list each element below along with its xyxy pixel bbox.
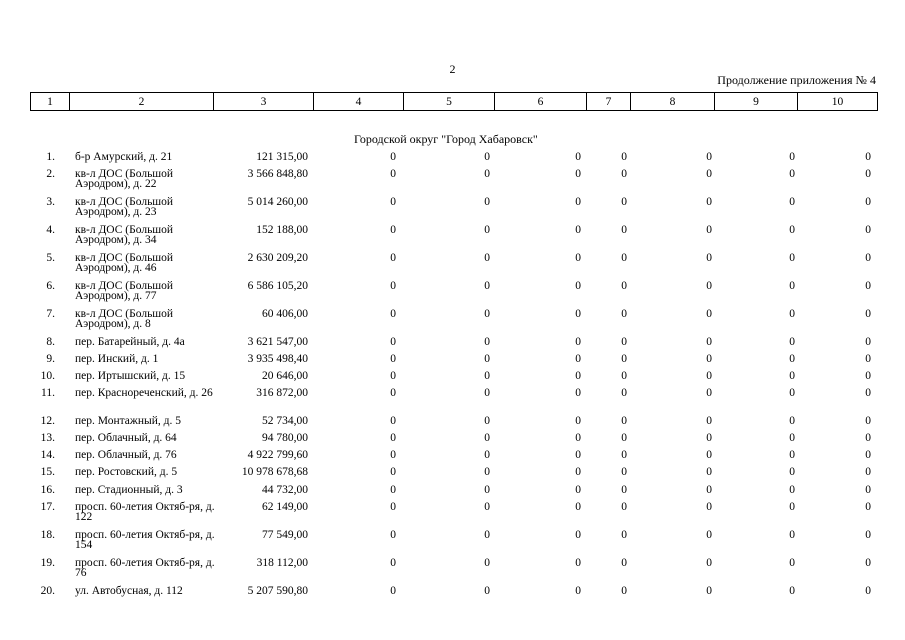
row-col-4: 0 [390, 370, 396, 382]
row-col-4: 0 [390, 196, 396, 208]
row-sum: 316 872,00 [256, 387, 308, 399]
row-col-8: 0 [706, 196, 712, 208]
row-col-8: 0 [706, 308, 712, 320]
row-col-10: 0 [865, 387, 871, 399]
row-col-9: 0 [789, 432, 795, 444]
row-col-7: 0 [621, 196, 627, 208]
row-col-7: 0 [621, 432, 627, 444]
row-col-7: 0 [621, 336, 627, 348]
row-number: 17. [40, 501, 55, 513]
row-sum: 77 549,00 [262, 529, 308, 541]
row-col-5: 0 [484, 557, 490, 569]
row-col-7: 0 [621, 484, 627, 496]
row-col-7: 0 [621, 353, 627, 365]
header-cell: 7 [587, 93, 631, 111]
row-number: 9. [46, 353, 55, 365]
row-number: 4. [46, 224, 55, 236]
row-col-6: 0 [575, 432, 581, 444]
row-col-5: 0 [484, 585, 490, 597]
row-sum: 5 014 260,00 [247, 196, 308, 208]
row-col-10: 0 [865, 168, 871, 180]
row-address: кв-л ДОС (Большой Аэродром), д. 34 [75, 224, 174, 246]
row-col-9: 0 [789, 557, 795, 569]
row-col-5: 0 [484, 151, 490, 163]
row-col-10: 0 [865, 280, 871, 292]
row-col-4: 0 [390, 387, 396, 399]
row-col-9: 0 [789, 336, 795, 348]
row-sum: 152 188,00 [256, 224, 308, 236]
row-col-10: 0 [865, 449, 871, 461]
row-col-4: 0 [390, 529, 396, 541]
row-sum: 3 935 498,40 [247, 353, 308, 365]
row-col-6: 0 [575, 501, 581, 513]
row-number: 14. [40, 449, 55, 461]
row-number: 10. [40, 370, 55, 382]
row-col-7: 0 [621, 308, 627, 320]
row-col-10: 0 [865, 432, 871, 444]
row-address: кв-л ДОС (Большой Аэродром), д. 22 [75, 168, 174, 190]
row-sum: 44 732,00 [262, 484, 308, 496]
row-col-6: 0 [575, 387, 581, 399]
row-address: пер. Краснореченский, д. 26 [75, 387, 213, 399]
row-col-8: 0 [706, 557, 712, 569]
row-address: пер. Стадионный, д. 3 [75, 484, 183, 496]
row-col-4: 0 [390, 151, 396, 163]
row-number: 16. [40, 484, 55, 496]
row-col-8: 0 [706, 336, 712, 348]
row-col-6: 0 [575, 336, 581, 348]
row-col-6: 0 [575, 353, 581, 365]
row-sum: 3 621 547,00 [247, 336, 308, 348]
row-col-8: 0 [706, 168, 712, 180]
row-address: просп. 60-летия Октяб-ря, д. 76 [75, 557, 215, 579]
row-col-6: 0 [575, 466, 581, 478]
row-col-4: 0 [390, 585, 396, 597]
row-sum: 62 149,00 [262, 501, 308, 513]
row-sum: 3 566 848,80 [247, 168, 308, 180]
row-col-8: 0 [706, 466, 712, 478]
row-col-9: 0 [789, 585, 795, 597]
row-number: 13. [40, 432, 55, 444]
row-col-8: 0 [706, 252, 712, 264]
section-title: Городской округ "Город Хабаровск" [354, 132, 538, 146]
row-col-7: 0 [621, 151, 627, 163]
row-number: 7. [46, 308, 55, 320]
row-col-8: 0 [706, 415, 712, 427]
row-col-8: 0 [706, 529, 712, 541]
row-col-7: 0 [621, 224, 627, 236]
row-address: кв-л ДОС (Большой Аэродром), д. 23 [75, 196, 174, 218]
row-col-8: 0 [706, 501, 712, 513]
row-col-7: 0 [621, 280, 627, 292]
row-col-6: 0 [575, 168, 581, 180]
row-col-6: 0 [575, 529, 581, 541]
row-col-8: 0 [706, 449, 712, 461]
row-sum: 6 586 105,20 [247, 280, 308, 292]
row-col-5: 0 [484, 336, 490, 348]
row-sum: 121 315,00 [256, 151, 308, 163]
row-sum: 318 112,00 [256, 557, 308, 569]
row-col-9: 0 [789, 308, 795, 320]
row-col-10: 0 [865, 308, 871, 320]
row-address: кв-л ДОС (Большой Аэродром), д. 8 [75, 308, 174, 330]
row-number: 18. [40, 529, 55, 541]
row-col-8: 0 [706, 151, 712, 163]
header-cell: 8 [631, 93, 715, 111]
row-col-5: 0 [484, 432, 490, 444]
row-number: 20. [40, 585, 55, 597]
row-col-6: 0 [575, 196, 581, 208]
row-sum: 60 406,00 [262, 308, 308, 320]
row-col-6: 0 [575, 585, 581, 597]
header-cell: 4 [314, 93, 404, 111]
row-col-9: 0 [789, 415, 795, 427]
row-address: пер. Инский, д. 1 [75, 353, 159, 365]
header-cell: 9 [715, 93, 798, 111]
row-col-6: 0 [575, 224, 581, 236]
row-col-9: 0 [789, 196, 795, 208]
row-col-10: 0 [865, 415, 871, 427]
header-cell: 3 [214, 93, 314, 111]
row-col-4: 0 [390, 353, 396, 365]
row-sum: 94 780,00 [262, 432, 308, 444]
header-cell: 6 [495, 93, 587, 111]
row-col-4: 0 [390, 224, 396, 236]
row-address: пер. Монтажный, д. 5 [75, 415, 181, 427]
row-col-6: 0 [575, 151, 581, 163]
row-col-5: 0 [484, 449, 490, 461]
row-address: пер. Облачный, д. 64 [75, 432, 177, 444]
row-sum: 52 734,00 [262, 415, 308, 427]
row-col-6: 0 [575, 370, 581, 382]
row-address: пер. Ростовский, д. 5 [75, 466, 178, 478]
row-col-8: 0 [706, 370, 712, 382]
row-col-5: 0 [484, 484, 490, 496]
row-sum: 4 922 799,60 [247, 449, 308, 461]
row-col-8: 0 [706, 224, 712, 236]
row-address: пер. Иртышский, д. 15 [75, 370, 186, 382]
row-col-10: 0 [865, 224, 871, 236]
row-col-7: 0 [621, 168, 627, 180]
row-col-7: 0 [621, 466, 627, 478]
row-number: 12. [40, 415, 55, 427]
row-col-8: 0 [706, 585, 712, 597]
row-col-6: 0 [575, 308, 581, 320]
row-col-4: 0 [390, 252, 396, 264]
row-number: 1. [46, 151, 55, 163]
row-col-8: 0 [706, 353, 712, 365]
row-col-7: 0 [621, 415, 627, 427]
row-col-5: 0 [484, 308, 490, 320]
row-col-10: 0 [865, 151, 871, 163]
row-address: ул. Автобусная, д. 112 [75, 585, 183, 597]
row-col-7: 0 [621, 529, 627, 541]
row-col-8: 0 [706, 280, 712, 292]
row-col-6: 0 [575, 415, 581, 427]
row-address: просп. 60-летия Октяб-ря, д. 154 [75, 529, 215, 551]
row-col-4: 0 [390, 466, 396, 478]
row-col-6: 0 [575, 484, 581, 496]
row-col-7: 0 [621, 557, 627, 569]
row-number: 6. [46, 280, 55, 292]
header-cell: 2 [70, 93, 214, 111]
row-col-4: 0 [390, 415, 396, 427]
row-col-5: 0 [484, 280, 490, 292]
row-col-5: 0 [484, 529, 490, 541]
row-col-5: 0 [484, 196, 490, 208]
row-col-10: 0 [865, 484, 871, 496]
row-col-9: 0 [789, 224, 795, 236]
row-col-8: 0 [706, 484, 712, 496]
row-col-8: 0 [706, 432, 712, 444]
row-col-9: 0 [789, 168, 795, 180]
row-col-9: 0 [789, 449, 795, 461]
row-col-9: 0 [789, 501, 795, 513]
row-col-8: 0 [706, 387, 712, 399]
row-col-4: 0 [390, 280, 396, 292]
row-col-9: 0 [789, 353, 795, 365]
row-col-5: 0 [484, 415, 490, 427]
row-col-5: 0 [484, 466, 490, 478]
header-cell: 5 [404, 93, 495, 111]
row-col-5: 0 [484, 168, 490, 180]
row-col-9: 0 [789, 529, 795, 541]
row-col-10: 0 [865, 370, 871, 382]
row-address: кв-л ДОС (Большой Аэродром), д. 77 [75, 280, 174, 302]
row-col-9: 0 [789, 280, 795, 292]
row-number: 15. [40, 466, 55, 478]
row-number: 11. [41, 387, 55, 399]
row-sum: 20 646,00 [262, 370, 308, 382]
row-address: просп. 60-летия Октяб-ря, д. 122 [75, 501, 215, 523]
row-col-10: 0 [865, 336, 871, 348]
row-address: пер. Батарейный, д. 4а [75, 336, 185, 348]
row-col-9: 0 [789, 466, 795, 478]
row-address: кв-л ДОС (Большой Аэродром), д. 46 [75, 252, 174, 274]
row-col-10: 0 [865, 196, 871, 208]
row-col-10: 0 [865, 466, 871, 478]
row-col-5: 0 [484, 501, 490, 513]
row-col-10: 0 [865, 585, 871, 597]
row-number: 3. [46, 196, 55, 208]
row-col-4: 0 [390, 557, 396, 569]
row-col-5: 0 [484, 252, 490, 264]
row-col-5: 0 [484, 370, 490, 382]
row-col-4: 0 [390, 308, 396, 320]
row-col-7: 0 [621, 252, 627, 264]
row-sum: 10 978 678,68 [241, 466, 308, 478]
row-col-4: 0 [390, 484, 396, 496]
continuation-label: Продолжение приложения № 4 [717, 73, 876, 87]
row-number: 19. [40, 557, 55, 569]
row-sum: 5 207 590,80 [247, 585, 308, 597]
row-address: б-р Амурский, д. 21 [75, 151, 173, 163]
header-cell: 1 [31, 93, 70, 111]
row-col-9: 0 [789, 370, 795, 382]
row-col-4: 0 [390, 501, 396, 513]
row-col-10: 0 [865, 529, 871, 541]
row-col-7: 0 [621, 585, 627, 597]
row-col-5: 0 [484, 353, 490, 365]
page-number: 2 [449, 62, 456, 76]
row-col-4: 0 [390, 168, 396, 180]
header-cell: 10 [798, 93, 878, 111]
row-col-9: 0 [789, 387, 795, 399]
row-address: пер. Облачный, д. 76 [75, 449, 177, 461]
row-sum: 2 630 209,20 [247, 252, 308, 264]
row-col-10: 0 [865, 353, 871, 365]
row-col-9: 0 [789, 252, 795, 264]
row-col-4: 0 [390, 336, 396, 348]
row-number: 5. [46, 252, 55, 264]
row-number: 2. [46, 168, 55, 180]
row-col-10: 0 [865, 252, 871, 264]
row-col-7: 0 [621, 370, 627, 382]
row-col-7: 0 [621, 449, 627, 461]
row-col-6: 0 [575, 252, 581, 264]
row-col-6: 0 [575, 449, 581, 461]
row-col-5: 0 [484, 387, 490, 399]
row-col-4: 0 [390, 432, 396, 444]
row-col-10: 0 [865, 501, 871, 513]
row-col-5: 0 [484, 224, 490, 236]
row-col-7: 0 [621, 387, 627, 399]
row-col-4: 0 [390, 449, 396, 461]
row-number: 8. [46, 336, 55, 348]
row-col-10: 0 [865, 557, 871, 569]
row-col-6: 0 [575, 557, 581, 569]
row-col-9: 0 [789, 151, 795, 163]
row-col-7: 0 [621, 501, 627, 513]
row-col-9: 0 [789, 484, 795, 496]
row-col-6: 0 [575, 280, 581, 292]
